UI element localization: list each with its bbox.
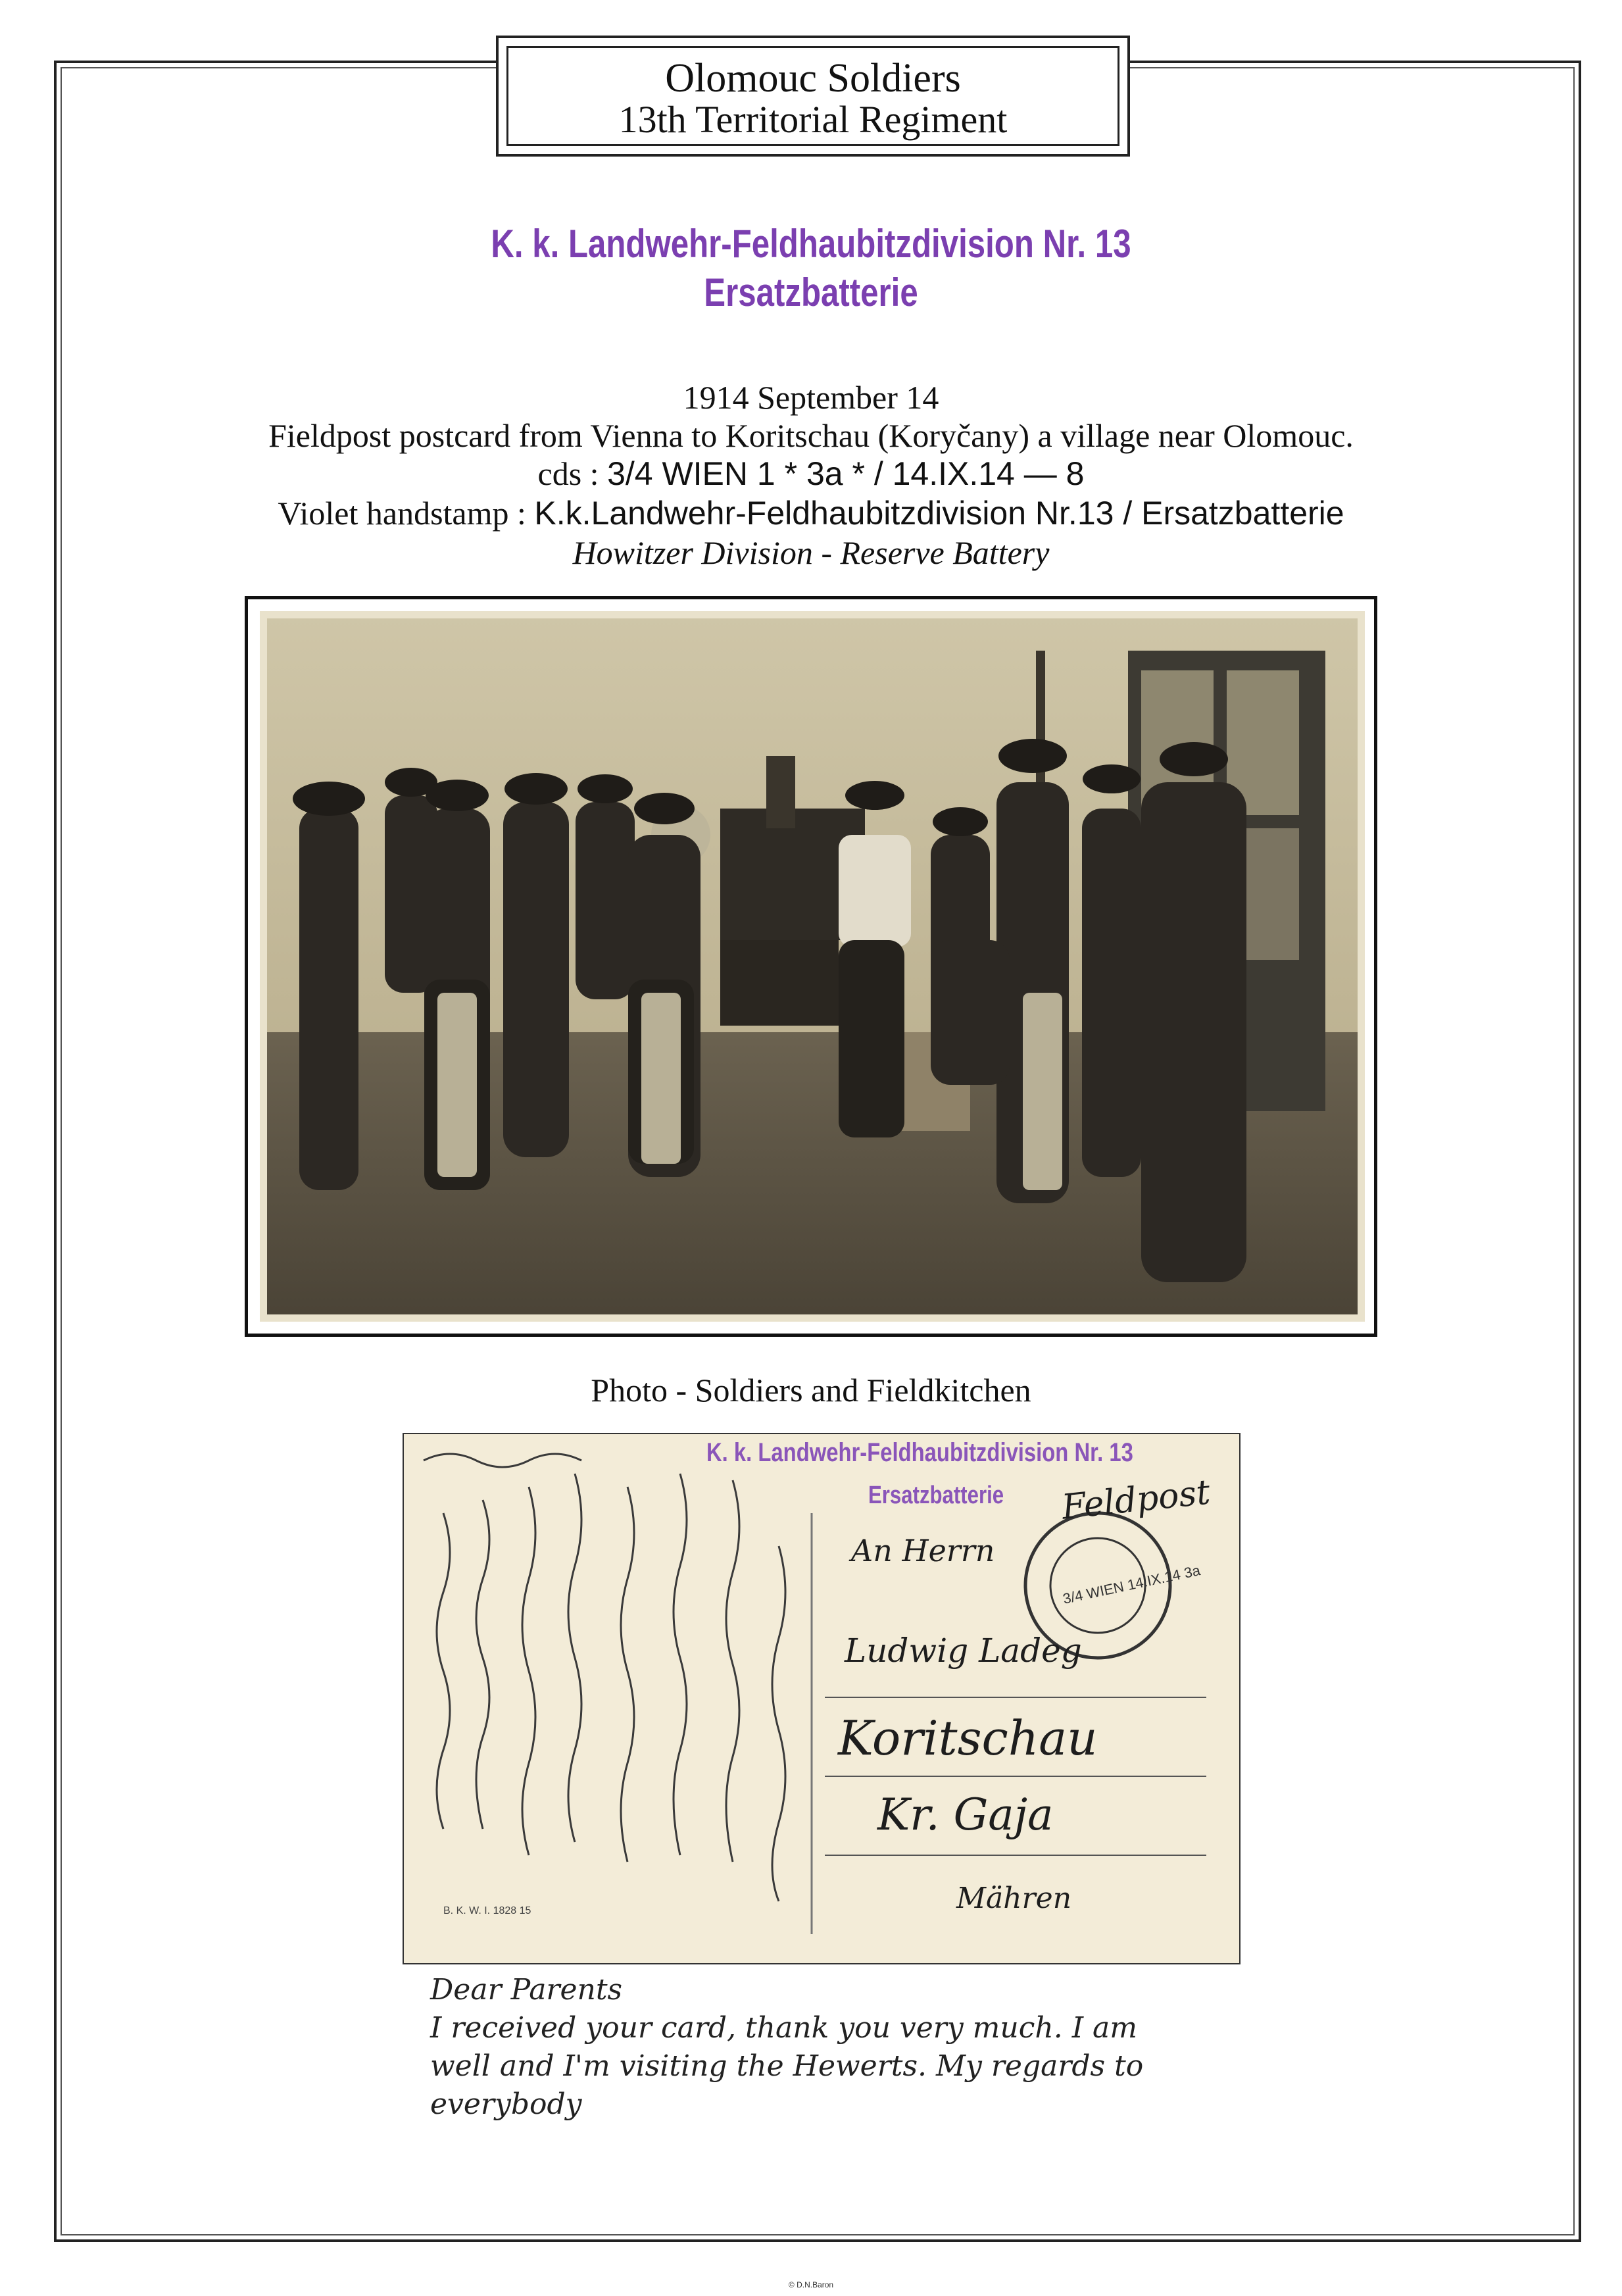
postcard-address-line4: Kr. Gaja — [877, 1789, 1054, 1840]
soldiers-fieldkitchen-photo — [260, 611, 1365, 1322]
postcard-stamp-line2: Ersatzbatterie — [868, 1482, 1004, 1509]
cds-label: cds : — [537, 455, 599, 492]
postcard-address-line1: An Herrn — [851, 1533, 995, 1568]
title-inner-frame — [506, 46, 1119, 146]
postcard-printer-mark: B. K. W. I. 1828 15 — [443, 1905, 531, 1916]
photo-illustration — [260, 611, 1365, 1322]
violet-stamp-line1: K. k. Landwehr-Feldhaubitzdivision Nr. 13 — [491, 222, 1131, 266]
postcard-back — [403, 1433, 1241, 1964]
date-line: 1914 September 14 — [683, 379, 939, 416]
cds-line — [0, 454, 1622, 493]
title-box — [496, 36, 1130, 157]
postcard-address-line3: Koritschau — [838, 1710, 1098, 1766]
handstamp-value: K.k.Landwehr-Feldhaubitzdivision Nr.13 / Ersatzbatterie — [534, 495, 1344, 532]
violet-stamp-line2: Ersatzbatterie — [704, 270, 918, 314]
message-translation — [430, 1971, 1285, 2124]
translation-line3: well and I'm visiting the Hewerts. My regards to — [430, 2049, 1144, 2083]
postcard-address-line2: Ludwig Ladeg — [845, 1632, 1082, 1670]
page-title: Olomouc Soldiers — [665, 56, 961, 101]
page-subtitle: 13th Territorial Regiment — [618, 98, 1008, 141]
translation-note: Howitzer Division - Reserve Battery — [572, 534, 1050, 571]
postcard-stamp-line1: K. k. Landwehr-Feldhaubitzdivision Nr. 13 — [706, 1438, 1133, 1467]
postcard-feldpost: Feldpost — [1060, 1472, 1212, 1528]
translation-line2: I received your card, thank you very much. I am — [430, 2011, 1138, 2045]
postcard-postmark: 3/4 WIEN 14.IX.14 3a — [1061, 1562, 1202, 1607]
translation-line1: Dear Parents — [430, 1973, 623, 2007]
photo-mount — [245, 596, 1377, 1337]
copyright-footer: © D.N.Baron — [788, 2280, 834, 2289]
translation-line4: everybody — [430, 2087, 582, 2121]
handstamp-label: Violet handstamp : — [278, 495, 526, 532]
cds-value: 3/4 WIEN 1 * 3a * / 14.IX.14 — 8 — [607, 455, 1085, 492]
handstamp-line — [0, 493, 1622, 533]
route-line: Fieldpost postcard from Vienna to Koritschau (Koryčany) a village near Olomouc. — [268, 417, 1354, 454]
photo-caption: Photo - Soldiers and Fieldkitchen — [591, 1372, 1031, 1409]
postcard-address-line5: Mähren — [956, 1882, 1072, 1915]
